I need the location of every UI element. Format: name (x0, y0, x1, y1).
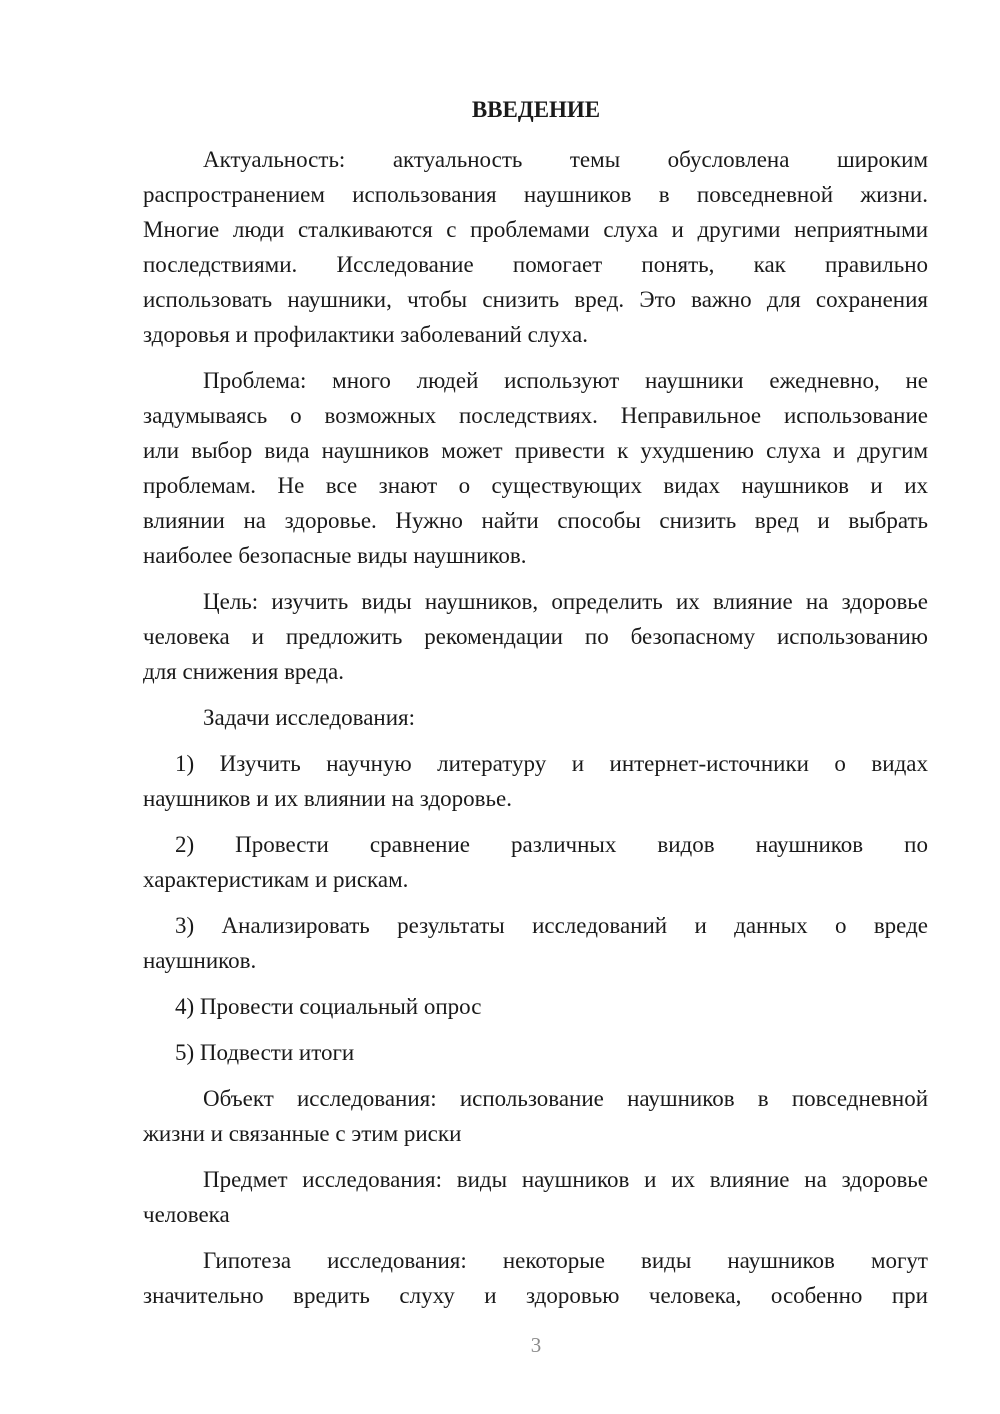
text-line: 4) Провести социальный опрос (175, 994, 482, 1019)
paragraph (143, 1243, 928, 1313)
text-line: проблемам. Не все знают о существующих видах наушников и их (143, 473, 928, 498)
paragraph (143, 1081, 928, 1151)
text-line: человека (143, 1202, 230, 1227)
text-line: влиянии на здоровье. Нужно найти способы снизить вред и выбрать (143, 508, 928, 533)
text-line: Предмет исследования: виды наушников и их влияние на здоровье (203, 1167, 928, 1192)
text-line: наушников. (143, 948, 257, 973)
task-list-item (143, 827, 928, 897)
text-line: использовать наушники, чтобы снизить вред. Это важно для сохранения (143, 287, 928, 312)
text-line: характеристикам и рискам. (143, 867, 409, 892)
text-line: распространением использования наушников в повседневной жизни. (143, 182, 928, 207)
text-line: 2) Провести сравнение различных видов наушников по (175, 832, 928, 857)
paragraph (143, 363, 928, 573)
text-line: здоровья и профилактики заболеваний слуха. (143, 322, 588, 347)
task-list-item (143, 989, 928, 1024)
text-line: задумываясь о возможных последствиях. Неправильное использование (143, 403, 928, 428)
text-line: Объект исследования: использование наушников в повседневной (203, 1086, 928, 1111)
text-line: Цель: изучить виды наушников, определить их влияние на здоровье (203, 589, 928, 614)
paragraph (143, 142, 928, 352)
page-title: ВВЕДЕНИЕ (471, 97, 601, 122)
text-line: или выбор вида наушников может привести к ухудшению слуха и другим (143, 438, 928, 463)
task-list-item (143, 908, 928, 978)
text-line: человека и предложить рекомендации по безопасному использованию (143, 624, 928, 649)
text-line: наиболее безопасные виды наушников. (143, 543, 527, 568)
text-line: значительно вредить слуху и здоровью человека, особенно при (143, 1283, 928, 1308)
text-line: наушников и их влиянии на здоровье. (143, 786, 512, 811)
paragraph (143, 584, 928, 689)
text-line: Задачи исследования: (203, 705, 416, 730)
paragraph (143, 1162, 928, 1232)
text-line: 1) Изучить научную литературу и интернет-источники о видах (175, 751, 928, 776)
text-line: 5) Подвести итоги (175, 1040, 355, 1065)
text-line: жизни и связанные с этим риски (143, 1121, 462, 1146)
document-body (143, 142, 928, 1324)
text-line: последствиями. Исследование помогает понять, как правильно (143, 252, 928, 277)
task-list-item (143, 1035, 928, 1070)
page-number: 3 (530, 1333, 542, 1357)
text-line: 3) Анализировать результаты исследований и данных о вреде (175, 913, 928, 938)
paragraph (143, 700, 928, 735)
text-line: Многие люди сталкиваются с проблемами слуха и другими неприятными (143, 217, 928, 242)
text-line: Проблема: много людей используют наушники ежедневно, не (203, 368, 928, 393)
text-line: Гипотеза исследования: некоторые виды наушников могут (203, 1248, 928, 1273)
text-line: для снижения вреда. (143, 659, 345, 684)
task-list-item (143, 746, 928, 816)
text-line: Актуальность: актуальность темы обусловлена широким (203, 147, 928, 172)
